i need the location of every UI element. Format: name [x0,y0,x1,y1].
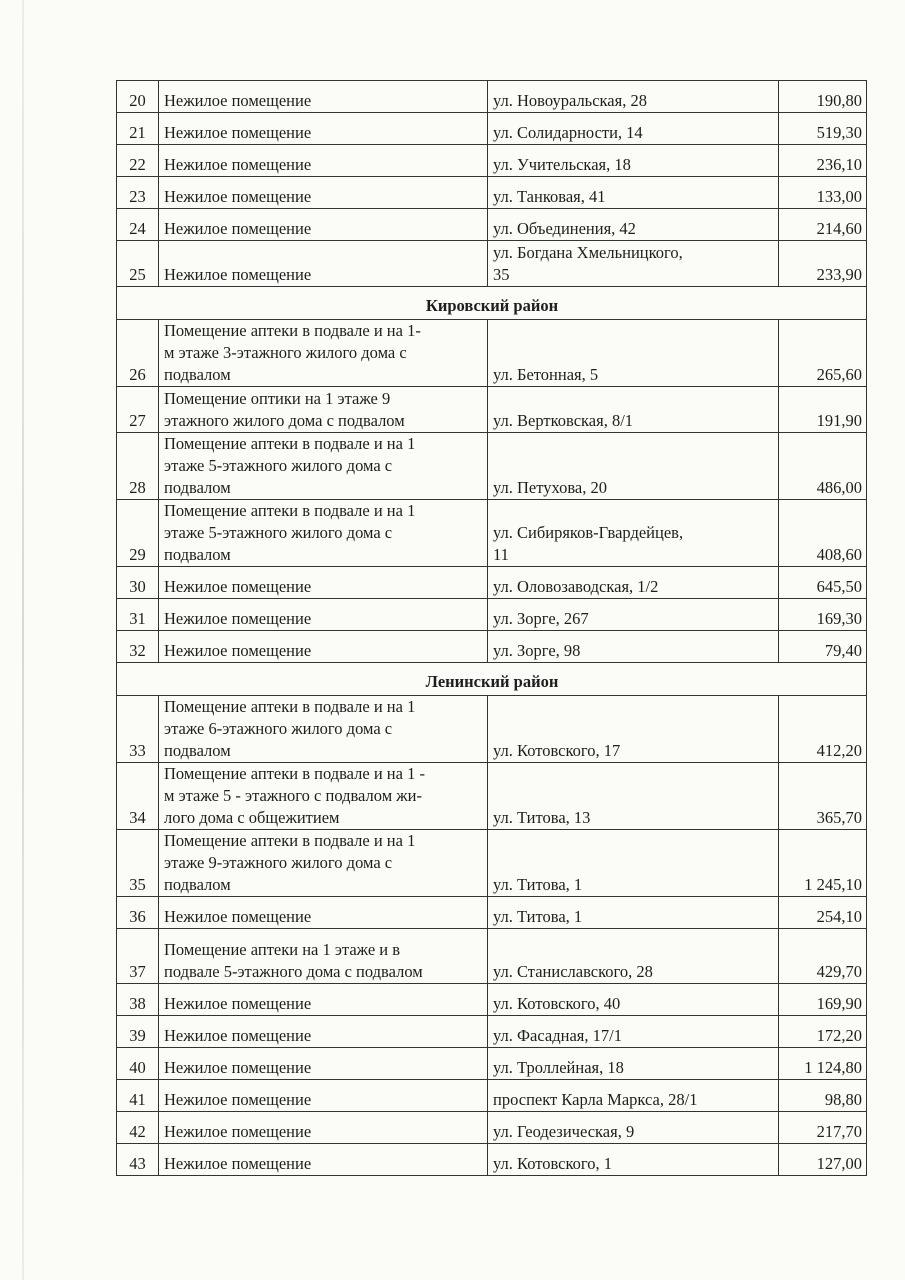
premises-address: ул. Петухова, 20 [488,433,779,500]
premises-name: Нежилое помещение [159,145,488,177]
premises-area: 169,90 [779,984,867,1016]
row-number: 42 [117,1112,159,1144]
premises-address: ул. Котовского, 1 [488,1144,779,1176]
row-number: 20 [117,81,159,113]
row-number: 30 [117,567,159,599]
table-row [117,209,867,241]
premises-name: Нежилое помещение [159,897,488,929]
row-number: 36 [117,897,159,929]
premises-address: ул. Оловозаводская, 1/2 [488,567,779,599]
premises-address: ул. Троллейная, 18 [488,1048,779,1080]
premises-area: 254,10 [779,897,867,929]
premises-address: ул. Фасадная, 17/1 [488,1016,779,1048]
premises-address: ул. Новоуральская, 28 [488,81,779,113]
table-row [117,696,867,763]
table-row [117,500,867,567]
table-row [117,1016,867,1048]
premises-address: ул. Вертковская, 8/1 [488,387,779,433]
row-number: 43 [117,1144,159,1176]
premises-address: ул. Объединения, 42 [488,209,779,241]
premises-name: Помещение аптеки в подвале и на 1 этаже 5-этажного жилого дома с подвалом [159,500,488,567]
premises-name: Нежилое помещение [159,209,488,241]
premises-name: Помещение аптеки в подвале и на 1 этаже 6-этажного жилого дома с подвалом [159,696,488,763]
table-row [117,177,867,209]
table-row [117,897,867,929]
premises-address: ул. Станиславского, 28 [488,929,779,984]
table-row [117,113,867,145]
row-number: 28 [117,433,159,500]
premises-area: 486,00 [779,433,867,500]
premises-area: 236,10 [779,145,867,177]
table-row [117,241,867,287]
table-row [117,1080,867,1112]
row-number: 40 [117,1048,159,1080]
row-number: 22 [117,145,159,177]
premises-address: проспект Карла Маркса, 28/1 [488,1080,779,1112]
row-number: 25 [117,241,159,287]
row-number: 27 [117,387,159,433]
row-number: 24 [117,209,159,241]
premises-address: ул. Богдана Хмельницкого, 35 [488,241,779,287]
table-row [117,1048,867,1080]
row-number: 34 [117,763,159,830]
row-number: 21 [117,113,159,145]
table-row [117,929,867,984]
premises-name: Помещение оптики на 1 этаже 9 этажного жилого дома с подвалом [159,387,488,433]
premises-address: ул. Геодезическая, 9 [488,1112,779,1144]
property-table-body [117,81,867,1176]
premises-area: 408,60 [779,500,867,567]
property-table [116,80,867,1176]
premises-name: Нежилое помещение [159,241,488,287]
premises-name: Нежилое помещение [159,599,488,631]
table-row [117,830,867,897]
premises-name: Помещение аптеки на 1 этаже и в подвале 5-этажного дома с подвалом [159,929,488,984]
premises-address: ул. Бетонная, 5 [488,320,779,387]
premises-name: Нежилое помещение [159,1080,488,1112]
district-heading-row [117,663,867,696]
premises-name: Помещение аптеки в подвале и на 1 этаже 5-этажного жилого дома с подвалом [159,433,488,500]
premises-area: 191,90 [779,387,867,433]
table-row [117,567,867,599]
premises-area: 127,00 [779,1144,867,1176]
table-row [117,1112,867,1144]
premises-area: 214,60 [779,209,867,241]
premises-name: Нежилое помещение [159,177,488,209]
premises-area: 412,20 [779,696,867,763]
premises-area: 172,20 [779,1016,867,1048]
table-row [117,1144,867,1176]
premises-address: ул. Зорге, 267 [488,599,779,631]
row-number: 41 [117,1080,159,1112]
premises-name: Нежилое помещение [159,113,488,145]
premises-name: Помещение аптеки в подвале и на 1- м этаже 3-этажного жилого дома с подвалом [159,320,488,387]
row-number: 31 [117,599,159,631]
table-row [117,631,867,663]
premises-area: 1 124,80 [779,1048,867,1080]
table-row [117,387,867,433]
premises-area: 519,30 [779,113,867,145]
premises-address: ул. Титова, 1 [488,897,779,929]
row-number: 33 [117,696,159,763]
premises-area: 645,50 [779,567,867,599]
premises-area: 233,90 [779,241,867,287]
table-row [117,433,867,500]
premises-name: Нежилое помещение [159,1016,488,1048]
table-row [117,320,867,387]
row-number: 38 [117,984,159,1016]
premises-area: 365,70 [779,763,867,830]
premises-area: 190,80 [779,81,867,113]
premises-address: ул. Солидарности, 14 [488,113,779,145]
premises-name: Нежилое помещение [159,1144,488,1176]
premises-name: Нежилое помещение [159,631,488,663]
premises-area: 217,70 [779,1112,867,1144]
premises-address: ул. Танковая, 41 [488,177,779,209]
row-number: 29 [117,500,159,567]
premises-name: Нежилое помещение [159,1048,488,1080]
premises-area: 429,70 [779,929,867,984]
table-row [117,145,867,177]
premises-name: Нежилое помещение [159,1112,488,1144]
district-heading: Ленинский район [117,663,867,696]
premises-area: 1 245,10 [779,830,867,897]
premises-area: 98,80 [779,1080,867,1112]
premises-area: 169,30 [779,599,867,631]
row-number: 39 [117,1016,159,1048]
premises-address: ул. Котовского, 17 [488,696,779,763]
row-number: 37 [117,929,159,984]
premises-area: 79,40 [779,631,867,663]
premises-name: Нежилое помещение [159,81,488,113]
table-row [117,763,867,830]
row-number: 26 [117,320,159,387]
premises-name: Нежилое помещение [159,567,488,599]
premises-address: ул. Титова, 13 [488,763,779,830]
premises-area: 133,00 [779,177,867,209]
row-number: 32 [117,631,159,663]
page-edge [22,0,24,1280]
premises-address: ул. Сибиряков-Гвардейцев, 11 [488,500,779,567]
premises-address: ул. Зорге, 98 [488,631,779,663]
premises-address: ул. Учительская, 18 [488,145,779,177]
row-number: 23 [117,177,159,209]
table-row [117,81,867,113]
premises-name: Помещение аптеки в подвале и на 1 этаже 9-этажного жилого дома с подвалом [159,830,488,897]
premises-address: ул. Котовского, 40 [488,984,779,1016]
premises-area: 265,60 [779,320,867,387]
premises-name: Нежилое помещение [159,984,488,1016]
table-row [117,599,867,631]
row-number: 35 [117,830,159,897]
district-heading: Кировский район [117,287,867,320]
table-row [117,984,867,1016]
premises-address: ул. Титова, 1 [488,830,779,897]
premises-name: Помещение аптеки в подвале и на 1 - м этаже 5 - этажного с подвалом жи- лого дома с общежитием [159,763,488,830]
district-heading-row [117,287,867,320]
